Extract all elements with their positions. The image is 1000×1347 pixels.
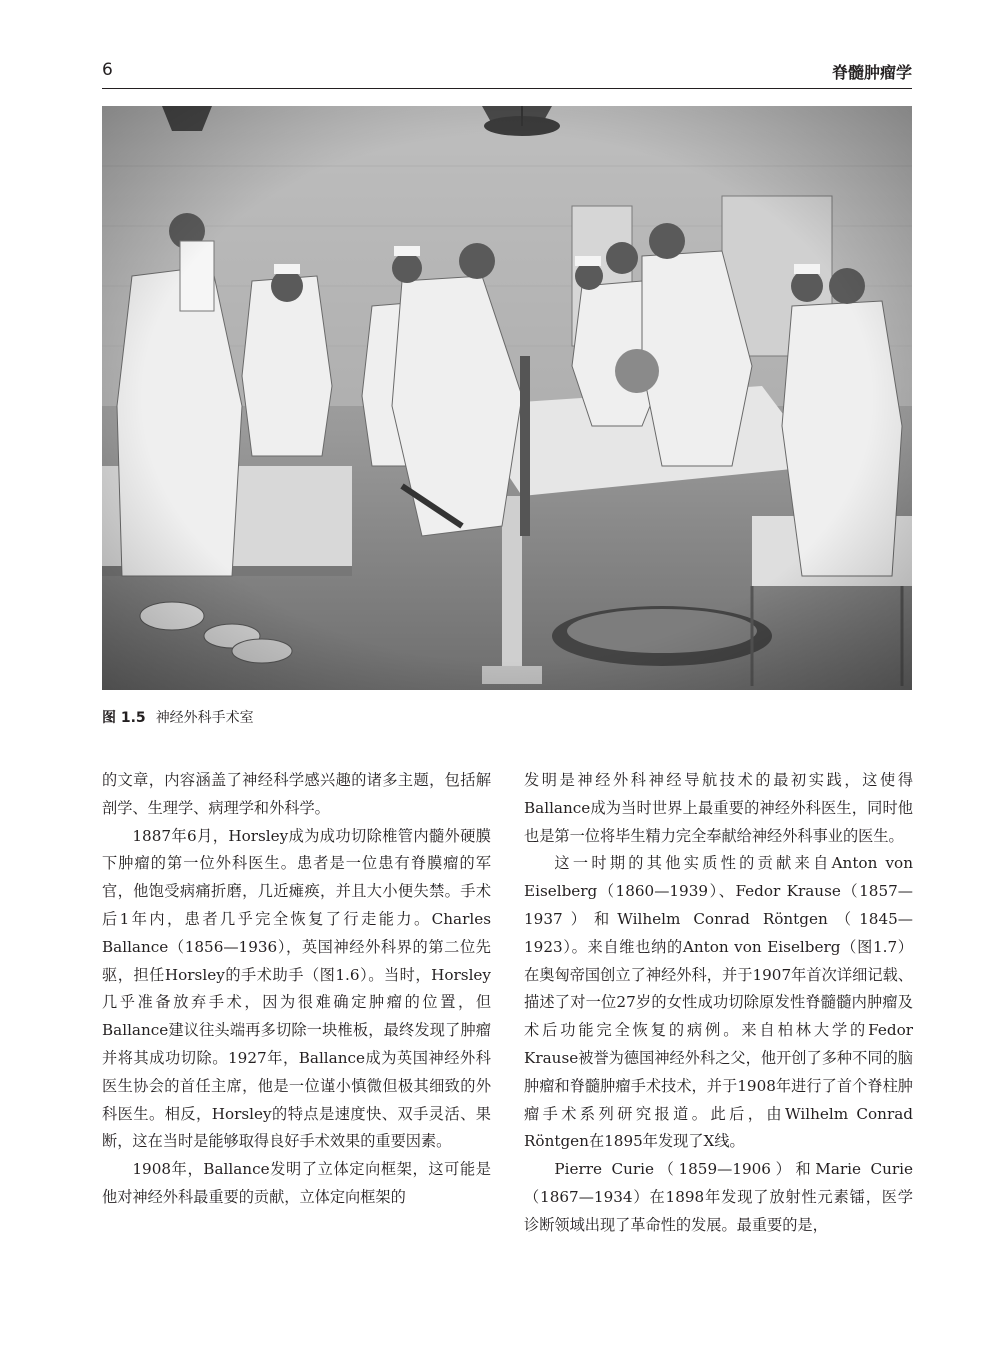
running-title: 脊髓肿瘤学 — [831, 63, 912, 82]
right-column — [524, 767, 913, 1240]
figure-label: 图 1.5 — [102, 710, 146, 726]
page-number: 6 — [102, 60, 113, 80]
left-column — [102, 767, 491, 1212]
left-paragraph-3: 1908年，Ballance发明了立体定向框架，这可能是他对神经外科最重要的贡献，立体定向框架的 — [102, 1160, 491, 1206]
figure-caption-text: 神经外科手术室 — [155, 710, 254, 726]
page-header — [102, 58, 912, 89]
right-paragraph-2: 这一时期的其他实质性的贡献来自Anton von Eiselberg（1860—1939）、Fedor Krause（1857—1937）和Wilhelm Conrad Röntgen（1845—1923）。来自维也纳的Anton von Eiselberg（图1.7）在奥匈帝国创立了神经外科，并于1907年首次详细记载、描述了对一位27岁的女性成功切除原发性脊髓髓内肿瘤及术后功能完全恢复的病例。来自柏林大学的Fedor Krause被誉为德国神经外科之父，他开创了多种不同的脑肿瘤和脊髓肿瘤手术技术，并于1908年进行了首个脊柱肿瘤手术系列研究报道。此后，由Wilhelm Conrad Röntgen在1895年发现了X线。 — [524, 854, 913, 1151]
operating-room-photo — [102, 106, 912, 690]
right-paragraph-1: 发明是神经外科神经导航技术的最初实践，这使得Ballance成为当时世界上最重要的神经外科医生，同时他也是第一位将毕生精力完全奉献给神经外科事业的医生。 — [524, 771, 913, 845]
figure-caption — [102, 707, 254, 727]
photo-illustration — [102, 106, 912, 690]
right-paragraph-3: Pierre Curie（1859—1906）和Marie Curie（1867—1934）在1898年发现了放射性元素镭，医学诊断领域出现了革命性的发展。最重要的是， — [524, 1160, 913, 1234]
left-paragraph-2: 1887年6月，Horsley成为成功切除椎管内髓外硬膜下肿瘤的第一位外科医生。患者是一位患有脊膜瘤的军官，他饱受病痛折磨，几近瘫痪，并且大小便失禁。手术后1年内，患者几乎完全恢复了行走能力。Charles Ballance（1856—1936），英国神经外科界的第二位先驱，担任Horsley的手术助手（图1.6）。当时，Horsley几乎准备放弃手术，因为很难确定肿瘤的位置，但Ballance建议往头端再多切除一块椎板，最终发现了肿瘤并将其成功切除。1927年，Ballance成为英国神经外科医生协会的首任主席，他是一位谨小慎微但极其细致的外科医生。相反，Horsley的特点是速度快、双手灵活、果断，这在当时是能够取得良好手术效果的重要因素。 — [102, 826, 491, 1151]
left-paragraph-1: 的文章，内容涵盖了神经科学感兴趣的诸多主题，包括解剖学、生理学、病理学和外科学。 — [102, 771, 491, 817]
